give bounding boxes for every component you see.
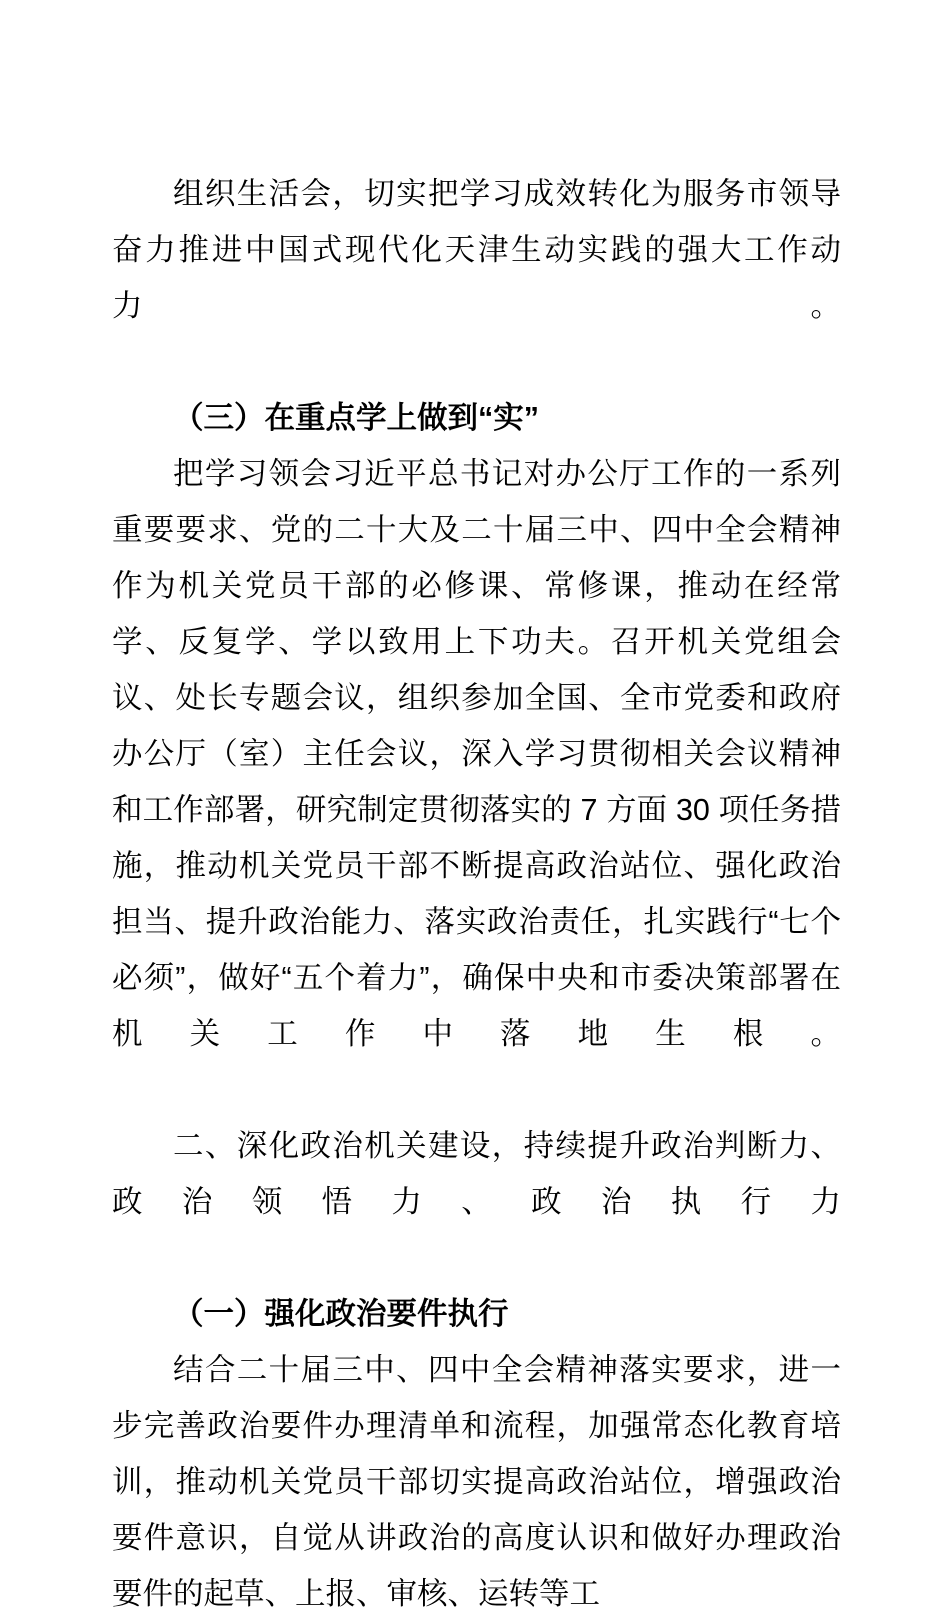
document-text-column (112, 166, 841, 1622)
body-paragraph: 结合二十届三中、四中全会精神落实要求，进一步完善政治要件办理清单和流程，加强常态化教育培训，推动机关党员干部切实提高政治站位，增强政治要件意识，自觉从讲政治的高度认识和做好办理政治要件的起草、上报、审核、运转等工 (112, 1353, 841, 1611)
subsection-heading-three: （三）在重点学上做到“实” (173, 401, 539, 435)
body-paragraph: 把学习领会习近平总书记对办公厅工作的一系列重要要求、党的二十大及二十届三中、四中全会精神作为机关党员干部的必修课、常修课，推动在经常学、反复学、学以致用上下功夫。召开机关党组会议、处长专题会议，组织参加全国、全市党委和政府办公厅（室）主任会议，深入学习贯彻相关会议精神和工作部署，研究制定贯彻落实的 7 方面 30 项任务措施，推动机关党员干部不断提高政治站位、强化政治担当、提升政治能力、落实政治责任，扎实践行“七个必须”，做好“五个着力”，确保中央和市委决策部署在机关工作中落地生根。 (112, 457, 841, 1051)
body-paragraph: 组织生活会，切实把学习成效转化为服务市领导奋力推进中国式现代化天津生动实践的强大工作动力。 (112, 177, 841, 323)
section-heading-two: 二、深化政治机关建设，持续提升政治判断力、政治领悟力、政治执行力 (112, 1129, 841, 1219)
subsection-heading-one: （一）强化政治要件执行 (173, 1297, 509, 1331)
